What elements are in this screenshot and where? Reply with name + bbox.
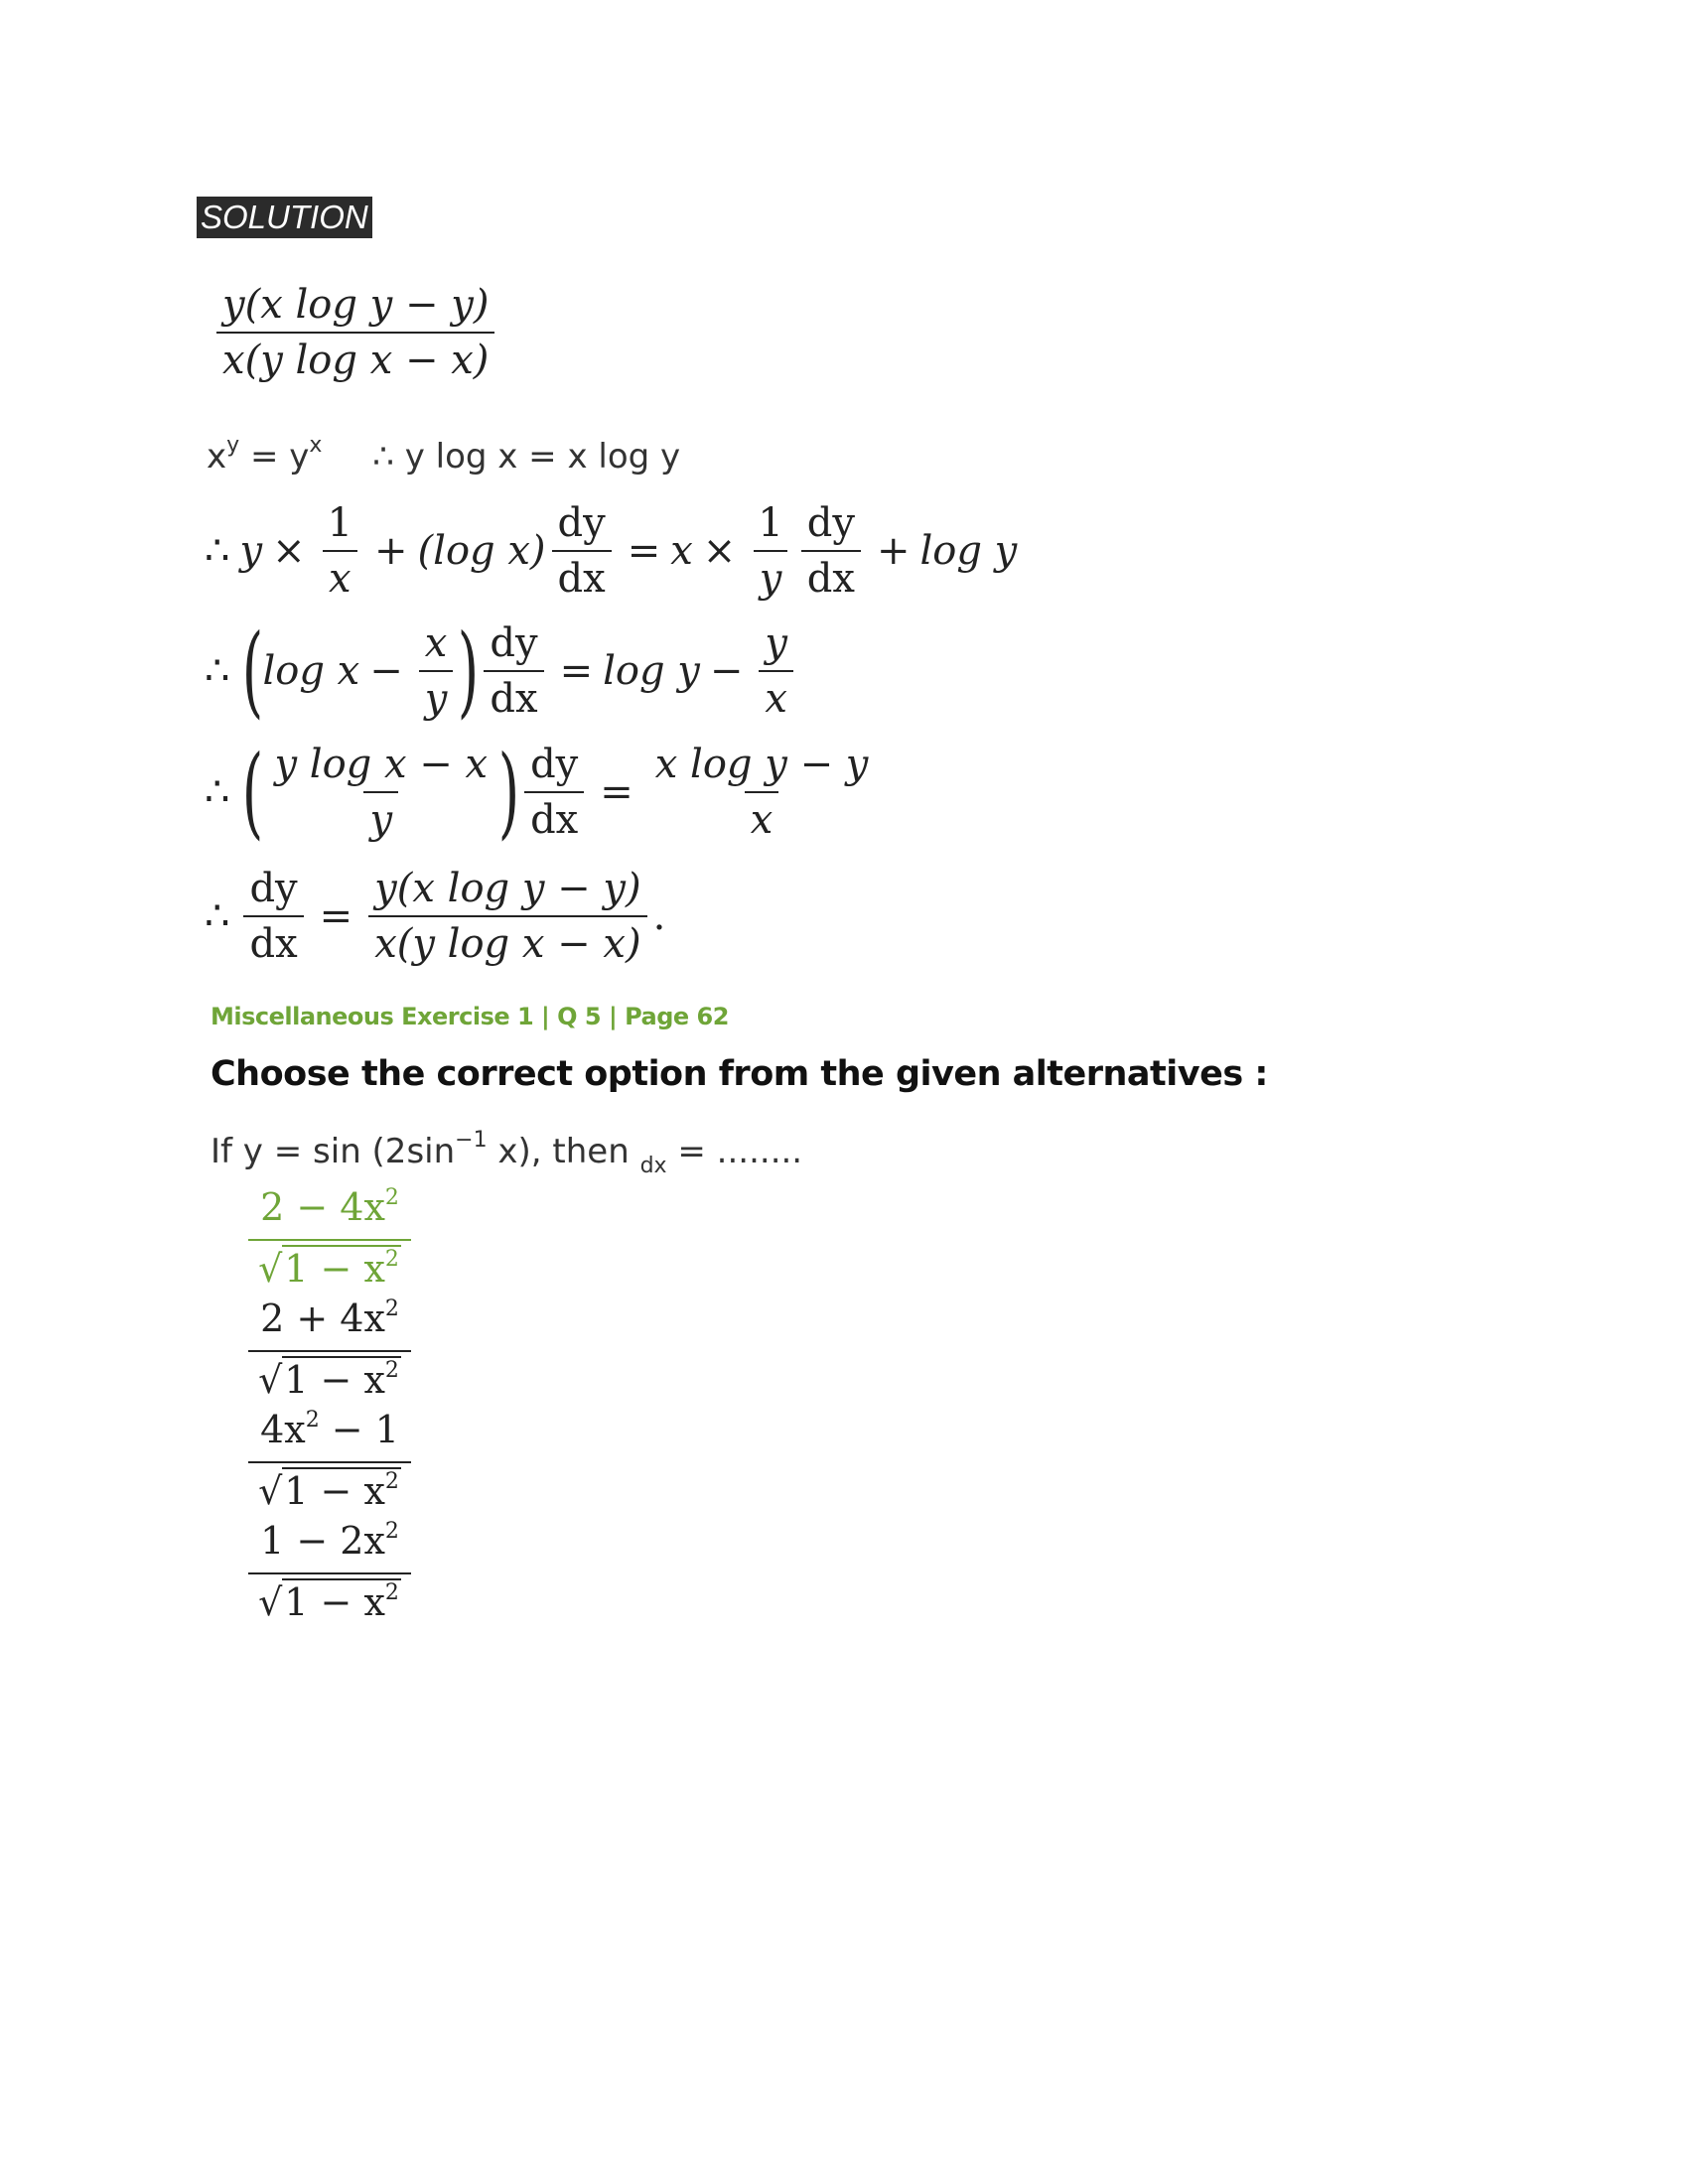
step-differentiate [205,502,1017,600]
exercise-reference: Miscellaneous Exercise 1 | Q 5 | Page 62 [211,1003,729,1030]
right-paren: ) [497,734,520,850]
denominator: x [323,550,357,600]
sup-y: y [226,433,240,458]
option-c[interactable]: $4x^2 - 1$ $√1 - x^2$ [248,1408,411,1513]
answer-fraction [211,284,500,381]
question-sup: −1 [455,1128,488,1153]
question-part2: x), then [487,1132,640,1171]
option-sup: 2 [384,1519,399,1544]
numerator: dy [557,500,606,546]
option-radicand: 1 − x [284,1247,385,1291]
option-numerator: 2 + 4x [260,1297,385,1340]
step-result [205,868,665,965]
base-y: y [289,437,310,477]
equals-sign: = [319,893,353,939]
denominator: y [754,550,788,600]
base-x: x [207,437,227,477]
numerator: 1 [327,500,353,546]
times-sign: × [702,528,737,574]
term-y: y [239,528,263,574]
numerator: dy [806,500,855,546]
option-sup: 2 [384,1469,399,1494]
fraction-dy-dx [243,868,303,965]
fraction-1-over-y [752,502,788,600]
option-radicand: 1 − x [284,1580,385,1624]
fraction-dy-dx [524,744,584,841]
question-heading: Choose the correct option from the given alternatives : [211,1054,1268,1094]
option-numerator-rest: − 1 [319,1408,399,1451]
fraction-x-over-y [419,622,454,720]
solution-label: SOLUTION [197,197,372,238]
term-log-x: log x [262,648,360,694]
plus-sign: + [374,528,408,574]
log-equation: ∴ y log x = x log y [372,437,681,477]
left-paren: ( [242,613,264,729]
equals-sign: = [627,528,661,574]
fraction-ylogx-minus-x-over-y [268,744,493,841]
denominator: dx [243,915,303,965]
minus-sign: − [709,648,744,694]
answer-denominator: x(y log x − x) [216,332,494,381]
plus-sign: + [876,528,911,574]
step-simplify [205,734,880,850]
minus-sign: − [369,648,403,694]
question-part3: = ........ [666,1132,803,1171]
times-sign: × [272,528,306,574]
question-text [211,1128,802,1178]
option-sup: 2 [384,1185,399,1210]
question-sub: dx [639,1154,667,1178]
numerator: 1 [758,500,783,546]
fraction-dy-dx [484,622,543,720]
denominator: dx [524,791,584,841]
denominator: x [759,670,793,720]
option-sup: 2 [384,1297,399,1321]
numerator: dy [530,742,579,787]
denominator: dx [801,550,861,600]
option-sup: 2 [384,1580,399,1605]
term-log-y: log y [603,648,700,694]
answer-numerator: y(x log y − y) [222,282,490,328]
denominator: y [419,670,454,720]
option-b[interactable]: $2 + 4x^2$ $√1 - x^2$ [248,1297,411,1402]
therefore-symbol: ∴ [205,648,230,694]
option-sup: 2 [384,1358,399,1383]
term-x: x [670,528,693,574]
numerator: x log y − y [654,742,869,787]
given-equation [207,433,680,477]
step-group-terms [205,613,799,729]
term-log-y: log y [919,528,1018,574]
denominator: x [745,791,779,841]
numerator: dy [249,866,298,911]
fraction-dy-dx [552,502,612,600]
fraction-y-over-x [759,622,793,720]
denominator: dx [552,550,612,600]
term-log-x: (log x) [417,528,546,574]
fraction-dy-dx [801,502,861,600]
equals-sign: = [559,648,594,694]
numerator: x [424,620,448,666]
option-a[interactable]: $2 - 4x^2$ $√1 - x^2$ [248,1185,411,1291]
denominator: y [363,791,398,841]
left-paren: ( [242,734,264,850]
fraction-1-over-x [322,502,358,600]
sup-x: x [309,433,323,458]
option-numerator: 1 − 2x [260,1519,385,1563]
option-sup: 2 [384,1247,399,1272]
equals-sign: = [600,769,633,815]
numerator: y [765,620,788,666]
therefore-symbol: ∴ [205,893,230,939]
fraction-xlogy-minus-y-over-x [649,744,875,841]
option-radicand: 1 − x [284,1469,385,1513]
numerator: dy [490,620,538,666]
right-paren: ) [458,613,480,729]
option-d[interactable]: $1 - 2x^2$ $√1 - x^2$ [248,1519,411,1624]
therefore-symbol: ∴ [205,769,230,815]
numerator: y(x log y − y) [374,866,641,911]
option-radicand: 1 − x [284,1358,385,1402]
therefore-symbol: ∴ [205,528,230,574]
period: . [652,893,666,939]
equals-sign: = [249,437,279,477]
result-fraction [368,868,646,965]
option-numerator: 4x [260,1408,306,1451]
denominator: x(y log x − x) [368,915,646,965]
option-numerator: 2 − 4x [260,1185,385,1229]
option-sup: 2 [305,1408,320,1433]
question-part1: If y = sin (2sin [211,1132,456,1171]
denominator: dx [484,670,543,720]
numerator: y log x − x [274,742,489,787]
